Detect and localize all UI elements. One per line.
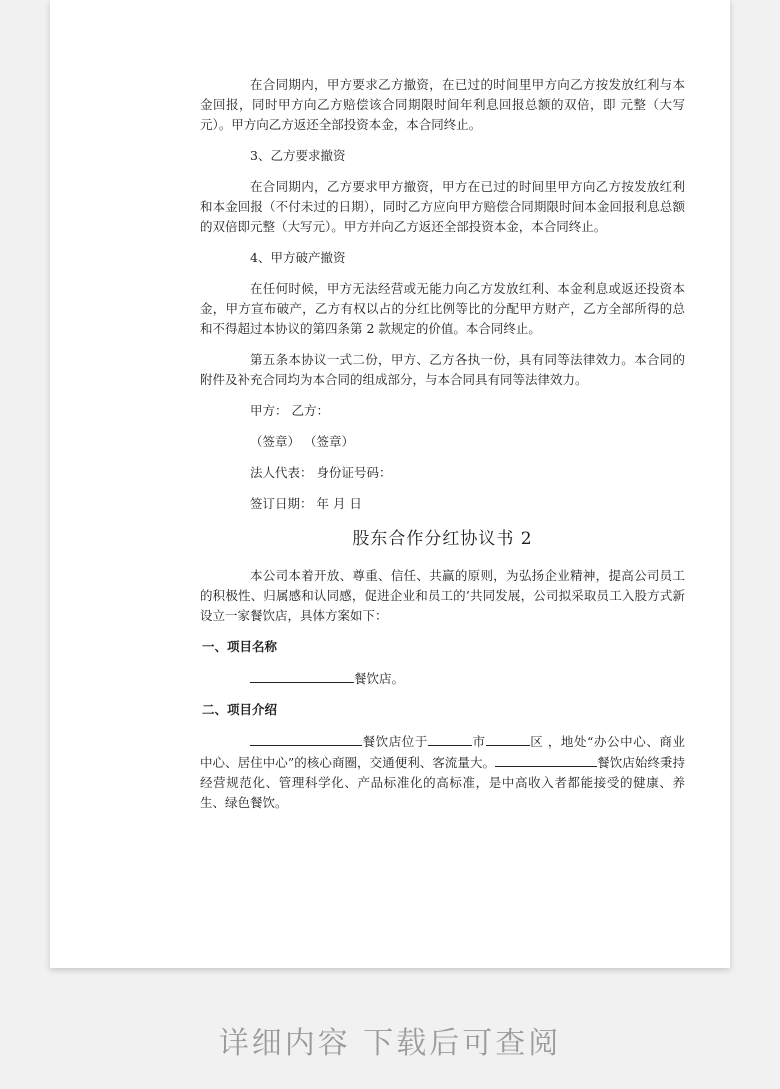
blank-line [428, 731, 472, 746]
project-name-line [200, 668, 685, 689]
project-name-suffix: 餐饮店。 [354, 671, 405, 686]
document-title: 股东合作分红协议书 2 [352, 529, 533, 549]
signature-date: 签订日期： 年 月 日 [250, 496, 362, 511]
project-intro-paragraph [200, 731, 685, 813]
section-heading: 一、项目名称 [202, 639, 278, 654]
paragraph: 本公司本着开放、尊重、信任、共赢的原则，为弘扬企业精神，提高公司员工的积极性、归属感和认同感，促进企业和员工的’共同发展，公司拟采取员工入股方式新设立一家餐饮店，具体方案如下： [200, 568, 685, 623]
signature-seal: （签章） （签章） [250, 434, 354, 449]
paragraph: 在合同期内，甲方要求乙方撤资，在已过的时间里甲方向乙方按发放红利与本金回报，同时甲方向乙方赔偿该合同期限时间年利息回报总额的双倍，即 元整（大写元）。甲方向乙方返还全部投资本金，本合同终止。 [200, 77, 685, 132]
blank-line [250, 731, 362, 746]
document-page [50, 0, 730, 968]
signature-representative: 法人代表： 身份证号码： [250, 465, 392, 480]
clause-heading: 4、甲方破产撤资 [250, 250, 346, 265]
clause-heading: 3、乙方要求撤资 [250, 148, 346, 163]
download-hint: 详细内容 下载后可查阅 [218, 1026, 562, 1061]
paragraph: 第五条本协议一式二份，甲方、乙方各执一份，具有同等法律效力。本合同的附件及补充合同均为本合同的组成部分，与本合同具有同等法律效力。 [200, 352, 685, 387]
blank-line [250, 668, 354, 683]
paragraph: 在合同期内，乙方要求甲方撤资，甲方在已过的时间里甲方向乙方按发放红利和本金回报（不付未过的日期），同时乙方应向甲方赔偿合同期限时间本金回报利息总额的双倍即元整（大写元）。甲方并向乙方返还全部投资本金，本合同终止。 [200, 179, 685, 234]
blank-line [486, 731, 530, 746]
signature-parties: 甲方： 乙方： [250, 403, 329, 418]
section-heading: 二、项目介绍 [202, 702, 278, 717]
blank-line [495, 752, 597, 767]
paragraph: 在任何时候，甲方无法经营或无能力向乙方发放红利、本金利息或返还投资本金，甲方宣布破产，乙方有权以占的分红比例等比的分配甲方财产，乙方全部所得的总和不得超过本协议的第四条第 2 款规定的价值。本合同终止。 [200, 281, 685, 336]
intro-text: 区 ，地处“办公中心、商业中心、居住中心”的核心商圈，交通便利、客流量大。 [200, 734, 685, 770]
intro-text: 市 [471, 734, 486, 749]
intro-text: 餐饮店始终秉持经营规范化、管理科学化、产品标准化的高标准，是中高收入者都能接受的健康、养生、绿色餐饮。 [200, 755, 685, 810]
document-body [200, 75, 685, 813]
intro-text: 餐饮店位于 [362, 734, 428, 749]
